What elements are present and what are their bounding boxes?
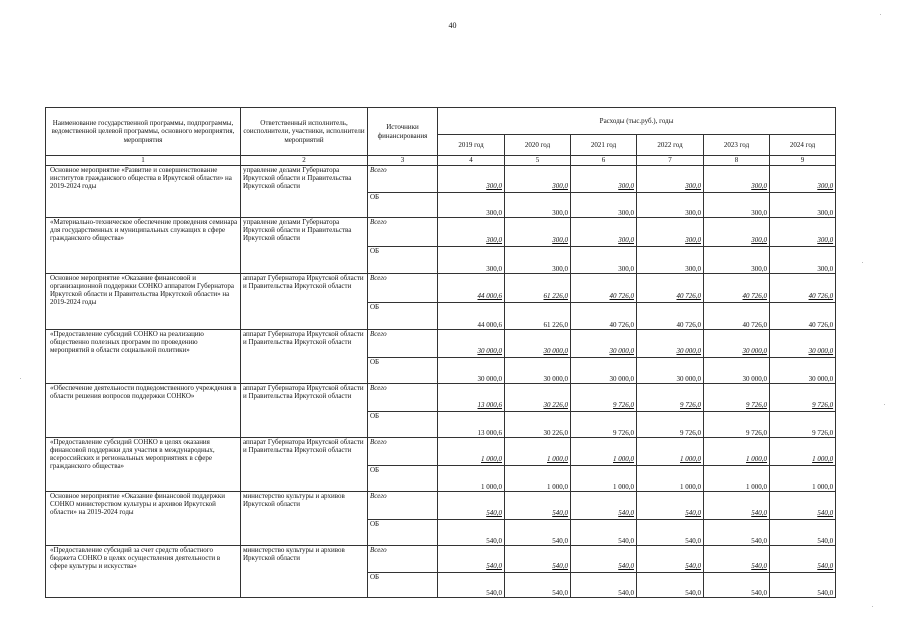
ob-value-cell: 300,0 [770,193,836,218]
column-number: 1 [46,156,241,166]
total-value-cell: 40 726,0 [770,274,836,303]
column-number-row [46,156,836,166]
total-value-cell: 9 726,0 [770,384,836,412]
total-value-cell: 540,0 [505,492,571,520]
ob-value-cell: 540,0 [637,520,704,546]
ob-value-cell: 40 726,0 [637,303,704,330]
ob-value-cell: 300,0 [637,247,704,274]
ob-value-cell: 300,0 [704,247,770,274]
total-value-cell: 1 000,0 [704,438,770,466]
source-total-label: Всего [368,492,438,520]
row-name-cell: Основное мероприятие «Оказание финансовой поддержки СОНКО министерством культуры и архивов Иркутской области» на 2019-2024 годы [46,492,241,546]
source-ob-label: ОБ [368,358,438,384]
total-value-cell: 30 000,0 [770,330,836,358]
row-executor-cell: министерство культуры и архивов Иркутской области [241,546,368,598]
row-executor-cell: управление делами Губернатора Иркутской области и Правительства Иркутской области [241,166,368,218]
table-row [46,166,836,193]
ob-value-cell: 40 726,0 [770,303,836,330]
ob-value-cell: 9 726,0 [770,412,836,438]
ob-value-cell: 540,0 [770,520,836,546]
table-body [46,166,836,598]
ob-value-cell: 540,0 [438,573,505,598]
total-value-cell: 9 726,0 [637,384,704,412]
row-executor-cell: аппарат Губернатора Иркутской области и Правительства Иркутской области [241,384,368,438]
row-name-cell: Основное мероприятие «Оказание финансовой и организационной поддержки СОНКО аппаратом Губернатора Иркутской области и Правительства Иркутской области» на 2019-2024 годы [46,274,241,330]
row-name-cell: «Обеспечение деятельности подведомственного учреждения в области решения вопросов поддержки СОНКО» [46,384,241,438]
total-value-cell: 300,0 [704,166,770,193]
ob-value-cell: 1 000,0 [438,466,505,492]
total-value-cell: 300,0 [438,166,505,193]
ob-value-cell: 44 000,6 [438,303,505,330]
source-total-label: Всего [368,166,438,193]
column-number: 7 [637,156,704,166]
total-value-cell: 9 726,0 [571,384,637,412]
ob-value-cell: 300,0 [505,247,571,274]
ob-value-cell: 30 000,0 [770,358,836,384]
ob-value-cell: 1 000,0 [571,466,637,492]
ob-value-cell: 540,0 [505,520,571,546]
table-row [46,492,836,520]
ob-value-cell: 40 726,0 [571,303,637,330]
total-value-cell: 44 000,6 [438,274,505,303]
total-value-cell: 30 000,0 [505,330,571,358]
ob-value-cell: 300,0 [438,193,505,218]
total-value-cell: 1 000,0 [571,438,637,466]
row-name-cell: Основное мероприятие «Развитие и совершенствование институтов гражданского общества в Иркутской области» на 2019-2024 годы [46,166,241,218]
source-ob-label: ОБ [368,193,438,218]
ob-value-cell: 300,0 [571,193,637,218]
total-value-cell: 30 226,0 [505,384,571,412]
source-total-label: Всего [368,218,438,247]
total-value-cell: 300,0 [571,218,637,247]
ob-value-cell: 540,0 [571,573,637,598]
ob-value-cell: 540,0 [704,573,770,598]
ob-value-cell: 300,0 [770,247,836,274]
total-value-cell: 40 726,0 [704,274,770,303]
page-number: 40 [448,21,457,30]
row-executor-cell: аппарат Губернатора Иркутской области и Правительства Иркутской области [241,438,368,492]
ob-value-cell: 540,0 [505,573,571,598]
source-total-label: Всего [368,274,438,303]
total-value-cell: 540,0 [438,546,505,573]
table-row [46,546,836,573]
ob-value-cell: 30 000,0 [505,358,571,384]
source-total-label: Всего [368,438,438,466]
header-name: Наименование государственной программы, подпрограммы, ведомственной целевой программы, основного мероприятия, мероприятия [46,108,241,156]
table-row [46,274,836,303]
ob-value-cell: 30 000,0 [571,358,637,384]
total-value-cell: 30 000,0 [637,330,704,358]
source-ob-label: ОБ [368,573,438,598]
scan-speck [880,14,881,15]
header-expenses: Расходы (тыс.руб.), годы [438,108,836,135]
total-value-cell: 540,0 [770,546,836,573]
ob-value-cell: 540,0 [637,573,704,598]
total-value-cell: 40 726,0 [571,274,637,303]
total-value-cell: 300,0 [637,218,704,247]
header-year: 2024 год [770,135,836,156]
total-value-cell: 30 000,0 [571,330,637,358]
total-value-cell: 540,0 [438,492,505,520]
scan-speck [20,378,21,379]
table-row [46,330,836,358]
source-ob-label: ОБ [368,412,438,438]
column-number: 3 [368,156,438,166]
ob-value-cell: 30 000,0 [438,358,505,384]
ob-value-cell: 13 000,6 [438,412,505,438]
total-value-cell: 30 000,0 [704,330,770,358]
ob-value-cell: 300,0 [637,193,704,218]
ob-value-cell: 300,0 [438,247,505,274]
row-executor-cell: управление делами Губернатора Иркутской области и Правительства Иркутской области [241,218,368,274]
source-ob-label: ОБ [368,466,438,492]
ob-value-cell: 40 726,0 [704,303,770,330]
row-name-cell: «Предоставление субсидий за счет средств областного бюджета СОНКО в целях осуществления деятельности в сфере культуры и искусства» [46,546,241,598]
header-row-top [46,108,836,135]
ob-value-cell: 300,0 [704,193,770,218]
ob-value-cell: 9 726,0 [704,412,770,438]
total-value-cell: 540,0 [637,492,704,520]
source-total-label: Всего [368,330,438,358]
header-executor: Ответственный исполнитель, соисполнители, участники, исполнители мероприятий [241,108,368,156]
ob-value-cell: 9 726,0 [637,412,704,438]
column-number: 5 [505,156,571,166]
table-row [46,438,836,466]
total-value-cell: 300,0 [505,218,571,247]
column-number: 2 [241,156,368,166]
ob-value-cell: 1 000,0 [505,466,571,492]
header-year: 2023 год [704,135,770,156]
ob-value-cell: 9 726,0 [571,412,637,438]
row-executor-cell: аппарат Губернатора Иркутской области и Правительства Иркутской области [241,330,368,384]
total-value-cell: 300,0 [637,166,704,193]
scan-speck [884,404,885,405]
header-year: 2019 год [438,135,505,156]
total-value-cell: 30 000,0 [438,330,505,358]
ob-value-cell: 30 226,0 [505,412,571,438]
ob-value-cell: 1 000,0 [704,466,770,492]
column-number: 6 [571,156,637,166]
total-value-cell: 300,0 [438,218,505,247]
total-value-cell: 540,0 [704,546,770,573]
column-number: 9 [770,156,836,166]
table-row [46,384,836,412]
table-row [46,218,836,247]
source-total-label: Всего [368,384,438,412]
total-value-cell: 540,0 [704,492,770,520]
total-value-cell: 1 000,0 [438,438,505,466]
total-value-cell: 540,0 [637,546,704,573]
source-ob-label: ОБ [368,303,438,330]
total-value-cell: 300,0 [571,166,637,193]
source-total-label: Всего [368,546,438,573]
total-value-cell: 300,0 [505,166,571,193]
ob-value-cell: 300,0 [571,247,637,274]
budget-table [45,107,836,598]
ob-value-cell: 540,0 [438,520,505,546]
scan-speck [862,262,863,263]
ob-value-cell: 1 000,0 [637,466,704,492]
total-value-cell: 300,0 [770,218,836,247]
ob-value-cell: 300,0 [505,193,571,218]
total-value-cell: 300,0 [770,166,836,193]
row-executor-cell: аппарат Губернатора Иркутской области и Правительства Иркутской области [241,274,368,330]
ob-value-cell: 1 000,0 [770,466,836,492]
total-value-cell: 13 000,6 [438,384,505,412]
source-ob-label: ОБ [368,247,438,274]
column-number: 4 [438,156,505,166]
row-name-cell: «Предоставление субсидий СОНКО в целях оказания финансовой поддержки для участия в международных, всероссийских и региональных мероприятиях в сфере гражданского общества» [46,438,241,492]
total-value-cell: 540,0 [770,492,836,520]
ob-value-cell: 30 000,0 [637,358,704,384]
total-value-cell: 540,0 [571,546,637,573]
total-value-cell: 540,0 [505,546,571,573]
header-year: 2021 год [571,135,637,156]
ob-value-cell: 61 226,0 [505,303,571,330]
ob-value-cell: 540,0 [704,520,770,546]
total-value-cell: 1 000,0 [770,438,836,466]
row-executor-cell: министерство культуры и архивов Иркутской области [241,492,368,546]
total-value-cell: 300,0 [704,218,770,247]
total-value-cell: 1 000,0 [637,438,704,466]
row-name-cell: «Материально-техническое обеспечение проведения семинара для государственных и муниципальных служащих в сфере гражданского общества» [46,218,241,274]
total-value-cell: 540,0 [571,492,637,520]
scan-speck [872,606,873,607]
ob-value-cell: 540,0 [571,520,637,546]
total-value-cell: 1 000,0 [505,438,571,466]
header-year: 2020 год [505,135,571,156]
total-value-cell: 61 226,0 [505,274,571,303]
source-ob-label: ОБ [368,520,438,546]
column-number: 8 [704,156,770,166]
header-source: Источники финансирования [368,108,438,156]
ob-value-cell: 30 000,0 [704,358,770,384]
total-value-cell: 9 726,0 [704,384,770,412]
ob-value-cell: 540,0 [770,573,836,598]
header-year: 2022 год [637,135,704,156]
total-value-cell: 40 726,0 [637,274,704,303]
row-name-cell: «Предоставление субсидий СОНКО на реализацию общественно полезных программ по проведению мероприятий в области социальной политики» [46,330,241,384]
